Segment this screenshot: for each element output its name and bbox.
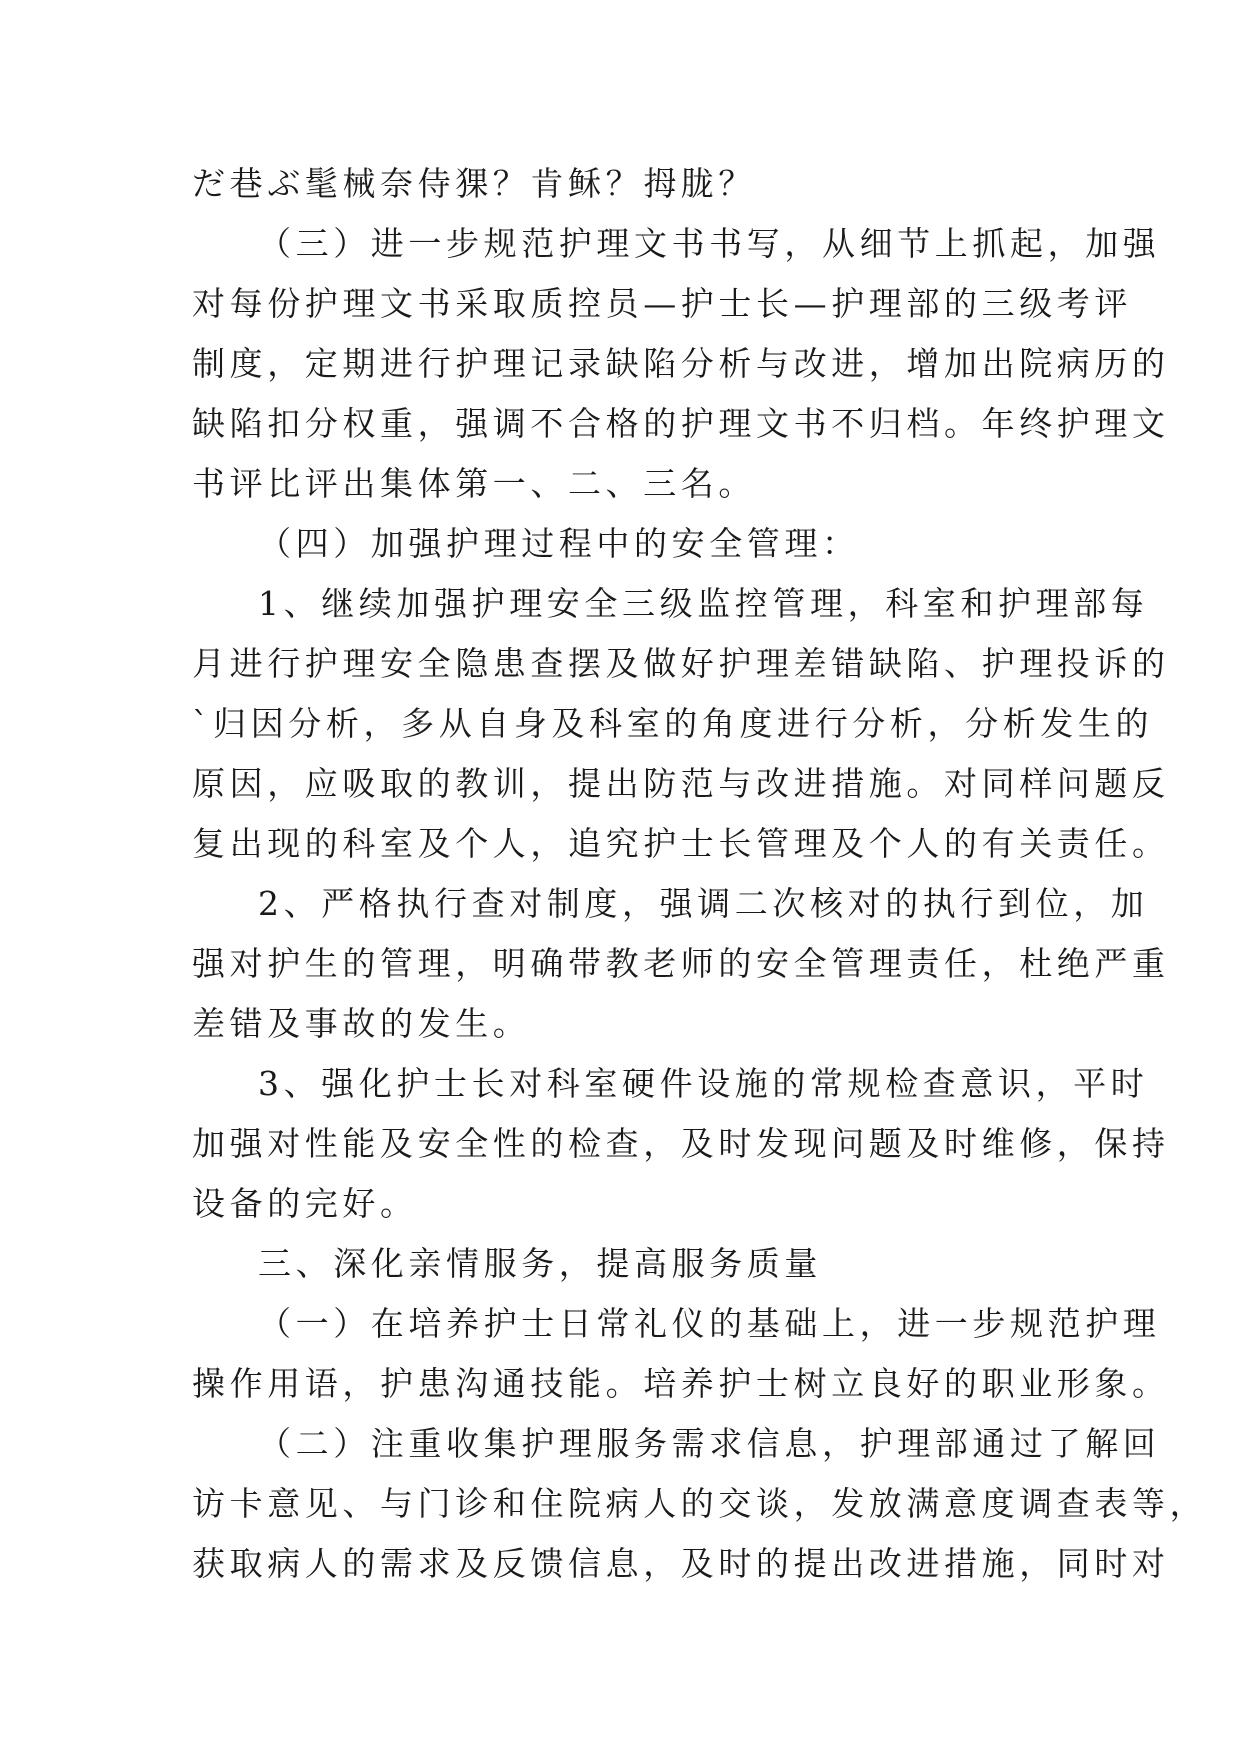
text-line: 设备的完好。 — [192, 1184, 418, 1223]
text-line: 强对护生的管理，明确带教老师的安全管理责任，杜绝严重 — [192, 944, 1170, 983]
text-line: 差错及事故的发生。 — [192, 1004, 531, 1043]
text-line: 操作用语，护患沟通技能。培养护士树立良好的职业形象。 — [192, 1364, 1170, 1403]
text-line: （一）在培养护士日常礼仪的基础上，进一步规范护理 — [258, 1304, 1161, 1343]
text-line: 加强对性能及安全性的检查，及时发现问题及时维修，保持 — [192, 1124, 1170, 1163]
text-line: 2、严格执行查对制度，强调二次核对的执行到位，加 — [258, 884, 1149, 923]
text-line: （四）加强护理过程中的安全管理： — [258, 524, 860, 563]
text-line: `归因分析，多从自身及科室的角度进行分析，分析发生的 — [192, 704, 1154, 743]
text-line: 缺陷扣分权重，强调不合格的护理文书不归档。年终护理文 — [192, 404, 1170, 443]
text-line: 复出现的科室及个人，追究护士长管理及个人的有关责任。 — [192, 824, 1170, 863]
text-line: （三）进一步规范护理文书书写，从细节上抓起，加强 — [258, 224, 1161, 263]
text-line: 对每份护理文书采取质控员—护士长—护理部的三级考评 — [192, 284, 1132, 323]
text-line: 访卡意见、与门诊和住院病人的交谈，发放满意度调查表等， — [192, 1484, 1208, 1523]
text-line: 月进行护理安全隐患查摆及做好护理差错缺陷、护理投诉的 — [192, 644, 1170, 683]
text-line: 三、深化亲情服务，提高服务质量 — [258, 1244, 822, 1283]
document-body — [192, 154, 1208, 1594]
text-line: 原因，应吸取的教训，提出防范与改进措施。对同样问题反 — [192, 764, 1170, 803]
text-line: （二）注重收集护理服务需求信息，护理部通过了解回 — [258, 1424, 1161, 1463]
text-line: だ巷ぶ髦械奈侍猓？肯稣？拇胧？ — [192, 164, 756, 203]
text-line: 制度，定期进行护理记录缺陷分析与改进，增加出院病历的 — [192, 344, 1170, 383]
text-line: 1、继续加强护理安全三级监控管理，科室和护理部每 — [258, 584, 1149, 623]
text-line: 获取病人的需求及反馈信息，及时的提出改进措施，同时对 — [192, 1544, 1170, 1583]
text-line: 3、强化护士长对科室硬件设施的常规检查意识，平时 — [258, 1064, 1149, 1103]
text-line: 书评比评出集体第一、二、三名。 — [192, 464, 756, 503]
